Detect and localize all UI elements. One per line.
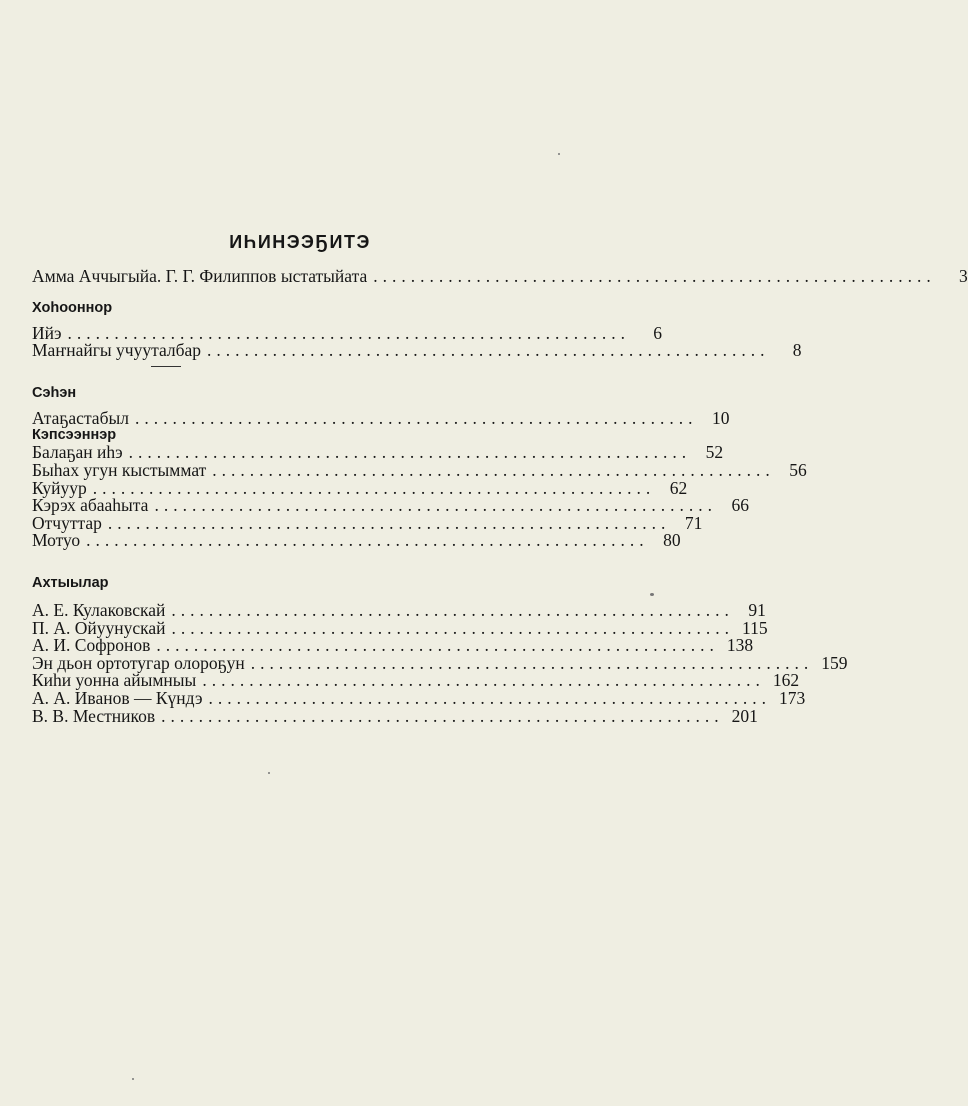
entry-page: 52 xyxy=(705,442,724,463)
toc-title: ИҺИНЭЭҔИТЭ xyxy=(229,232,371,252)
dot-leader: ............................................................ xyxy=(134,407,698,428)
entry-title: Куйуур xyxy=(32,477,87,498)
toc-entry xyxy=(32,340,802,361)
entry-page: 162 xyxy=(772,670,800,691)
entry-page: 80 xyxy=(663,530,681,551)
paper-speck xyxy=(132,1078,134,1080)
entry-title: П. А. Ойуунускай xyxy=(32,617,166,638)
entry-title: Амма Аччыгыйа. Г. Г. Филиппов ыстатыйата xyxy=(32,266,368,286)
print-mark xyxy=(151,366,181,367)
dot-leader: ............................................................ xyxy=(92,477,656,498)
dot-leader: ............................................................ xyxy=(154,495,717,516)
entry-page: 3 xyxy=(958,266,968,286)
section-heading: Кэпсээннэр xyxy=(32,427,117,444)
paper-speck xyxy=(558,153,560,155)
dot-leader: ............................................................ xyxy=(156,635,719,656)
entry-title: Отчуттар xyxy=(32,512,102,533)
paper-speck xyxy=(650,593,654,596)
entry-page: 71 xyxy=(684,512,703,533)
toc-entry xyxy=(32,687,806,708)
toc-entry xyxy=(32,705,758,726)
entry-page: 201 xyxy=(731,705,758,726)
entry-title: Балаҕан иһэ xyxy=(32,442,123,463)
entry-page: 6 xyxy=(653,322,663,343)
section-heading: Ахтыылар xyxy=(32,574,109,591)
entry-title: Кэрэх абааһыта xyxy=(32,495,149,516)
toc-entry xyxy=(32,459,807,480)
dot-leader: ............................................................ xyxy=(207,340,770,361)
dot-leader: ............................................................ xyxy=(208,687,771,708)
section-heading: Хоһооннор xyxy=(32,299,113,316)
toc-entry xyxy=(32,530,681,551)
dot-leader: ............................................................ xyxy=(202,670,765,691)
entry-page: 159 xyxy=(821,652,848,673)
toc-entry xyxy=(32,266,968,286)
entry-page: 91 xyxy=(748,599,766,620)
entry-title: Мотуо xyxy=(32,530,81,551)
dot-leader: ............................................................ xyxy=(86,530,649,551)
entry-page: 56 xyxy=(789,459,807,480)
entry-title: Быһах угун кыстыммат xyxy=(32,459,207,480)
dot-leader: ............................................................ xyxy=(128,442,692,463)
dot-leader: ............................................................ xyxy=(250,652,814,673)
dot-leader: ............................................................ xyxy=(171,617,735,638)
dot-leader: ............................................................ xyxy=(161,705,724,726)
entry-title: А. А. Иванов — Күндэ xyxy=(32,687,203,708)
dot-leader: ............................................................ xyxy=(67,322,631,343)
dot-leader: ............................................................ xyxy=(171,599,734,620)
entry-title: А. Е. Кулаковскай xyxy=(32,599,166,620)
entry-title: Ийэ xyxy=(32,322,62,343)
entry-page: 138 xyxy=(726,635,754,656)
toc-entry xyxy=(32,407,730,428)
entry-title: Эн дьон ортотугар олороҕун xyxy=(32,652,245,673)
entry-page: 66 xyxy=(731,495,749,516)
entry-title: Маҥнайгы учууталбар xyxy=(32,340,202,361)
dot-leader: ............................................................ xyxy=(212,459,775,480)
entry-page: 115 xyxy=(742,617,768,638)
entry-title: А. И. Софронов xyxy=(32,635,151,656)
entry-page: 62 xyxy=(669,477,688,498)
toc-entry xyxy=(32,599,766,620)
entry-title: Атаҕастабыл xyxy=(32,407,129,428)
entry-page: 8 xyxy=(792,340,802,361)
table-of-contents xyxy=(32,266,968,726)
dot-leader: ............................................................ xyxy=(373,266,936,286)
entry-title: Киһи уонна айымныы xyxy=(32,670,197,691)
dot-leader: ............................................................ xyxy=(107,512,671,533)
paper-speck xyxy=(268,772,270,774)
entry-page: 10 xyxy=(711,407,730,428)
section-heading: Сэһэн xyxy=(32,384,77,401)
entry-title: В. В. Местников xyxy=(32,705,156,726)
entry-page: 173 xyxy=(778,687,806,708)
